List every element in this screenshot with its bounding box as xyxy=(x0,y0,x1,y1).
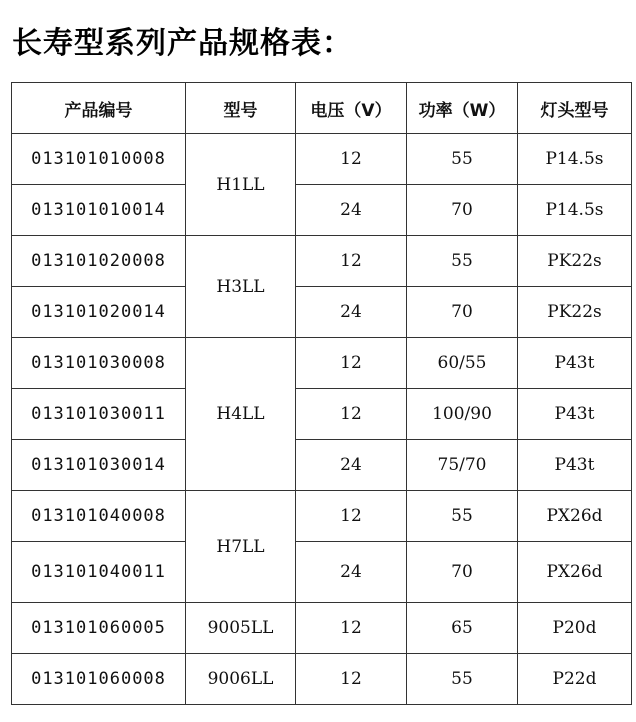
product-code-cell: 013101030011 xyxy=(12,389,186,440)
voltage-cell: 12 xyxy=(296,491,407,542)
voltage-cell: 24 xyxy=(296,287,407,338)
model-cell: 9005LL xyxy=(186,603,296,654)
table-row xyxy=(12,491,632,542)
voltage-cell: 24 xyxy=(296,185,407,236)
header-voltage: 电压（V） xyxy=(296,83,407,134)
power-cell: 70 xyxy=(407,185,518,236)
spec-table xyxy=(11,82,632,705)
product-code-cell: 013101010008 xyxy=(12,134,186,185)
voltage-cell: 12 xyxy=(296,389,407,440)
power-cell: 55 xyxy=(407,134,518,185)
product-code-cell: 013101040011 xyxy=(12,542,186,603)
table-row xyxy=(12,134,632,185)
header-base-type: 灯头型号 xyxy=(518,83,632,134)
model-cell: H3LL xyxy=(186,236,296,338)
model-cell: H7LL xyxy=(186,491,296,603)
product-code-cell: 013101010014 xyxy=(12,185,186,236)
voltage-cell: 12 xyxy=(296,236,407,287)
base-type-cell: P43t xyxy=(518,338,632,389)
product-code-cell: 013101040008 xyxy=(12,491,186,542)
base-type-cell: PK22s xyxy=(518,236,632,287)
model-cell: 9006LL xyxy=(186,654,296,705)
voltage-cell: 24 xyxy=(296,542,407,603)
product-code-cell: 013101030008 xyxy=(12,338,186,389)
table-row xyxy=(12,654,632,705)
power-cell: 70 xyxy=(407,287,518,338)
table-row xyxy=(12,542,632,603)
table-row xyxy=(12,440,632,491)
page-title: 长寿型系列产品规格表： xyxy=(12,26,353,61)
table-row xyxy=(12,185,632,236)
table-row xyxy=(12,287,632,338)
header-model: 型号 xyxy=(186,83,296,134)
voltage-cell: 12 xyxy=(296,134,407,185)
table-row xyxy=(12,389,632,440)
base-type-cell: P43t xyxy=(518,440,632,491)
model-cell: H4LL xyxy=(186,338,296,491)
base-type-cell: PX26d xyxy=(518,491,632,542)
base-type-cell: P14.5s xyxy=(518,185,632,236)
product-code-cell: 013101060008 xyxy=(12,654,186,705)
voltage-cell: 24 xyxy=(296,440,407,491)
product-code-cell: 013101060005 xyxy=(12,603,186,654)
table-row xyxy=(12,603,632,654)
power-cell: 60/55 xyxy=(407,338,518,389)
base-type-cell: P14.5s xyxy=(518,134,632,185)
header-row xyxy=(12,83,632,134)
base-type-cell: PK22s xyxy=(518,287,632,338)
power-cell: 55 xyxy=(407,491,518,542)
product-code-cell: 013101020008 xyxy=(12,236,186,287)
base-type-cell: PX26d xyxy=(518,542,632,603)
product-code-cell: 013101030014 xyxy=(12,440,186,491)
model-cell: H1LL xyxy=(186,134,296,236)
power-cell: 100/90 xyxy=(407,389,518,440)
power-cell: 65 xyxy=(407,603,518,654)
header-product-code: 产品编号 xyxy=(12,83,186,134)
header-power: 功率（W） xyxy=(407,83,518,134)
power-cell: 55 xyxy=(407,654,518,705)
product-code-cell: 013101020014 xyxy=(12,287,186,338)
power-cell: 70 xyxy=(407,542,518,603)
power-cell: 55 xyxy=(407,236,518,287)
power-cell: 75/70 xyxy=(407,440,518,491)
voltage-cell: 12 xyxy=(296,338,407,389)
base-type-cell: P43t xyxy=(518,389,632,440)
voltage-cell: 12 xyxy=(296,603,407,654)
base-type-cell: P22d xyxy=(518,654,632,705)
voltage-cell: 12 xyxy=(296,654,407,705)
table-row xyxy=(12,338,632,389)
table-row xyxy=(12,236,632,287)
base-type-cell: P20d xyxy=(518,603,632,654)
